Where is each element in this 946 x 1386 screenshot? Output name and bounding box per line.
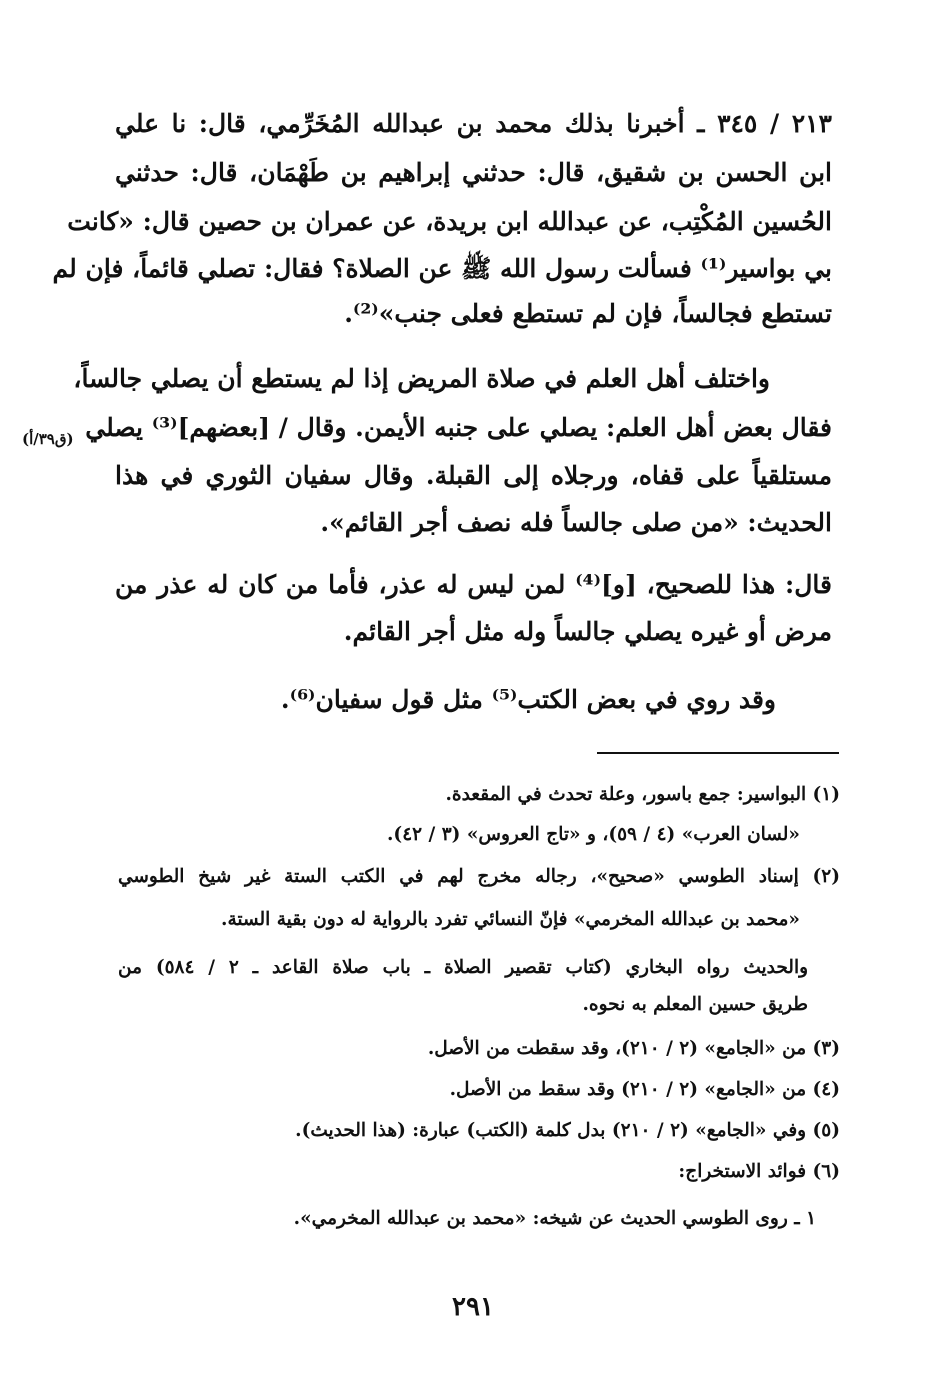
footnote-4: (٤) من «الجامع» (٢ / ٢١٠) وقد سقط من الأصل. <box>449 1079 840 1100</box>
main-line-4: بي بواسير⁽¹⁾ فسألت رسول الله ﷺ عن الصلاة؟ فقال: تصلي قائماً، فإن لم <box>52 254 832 283</box>
footnote-6-item-1: ١ ـ روى الطوسي الحديث عن شيخه: «محمد بن عبدالله المخرمي». <box>293 1208 816 1229</box>
main-line-11: مرض أو غيره يصلي جالساً وله مثل أجر القائم. <box>343 617 832 646</box>
page-number: ٢٩١ <box>452 1292 494 1322</box>
footnote-2-cont-c: طريق حسين المعلم به نحوه. <box>582 994 808 1015</box>
footnote-6: (٦) فوائد الاستخراج: <box>678 1161 840 1182</box>
footnote-2: (٢) إسناد الطوسي «صحيح»، رجاله مخرج لهم في الكتب الستة غير شيخ الطوسي <box>118 866 840 887</box>
main-line-9: الحديث: «من صلى جالساً فله نصف أجر القائم». <box>320 508 832 537</box>
main-line-8: مستلقياً على قفاه، ورجلاه إلى القبلة. وقال سفيان الثوري في هذا <box>115 461 832 490</box>
main-line-12: وقد روي في بعض الكتب⁽⁵⁾ مثل قول سفيان⁽⁶⁾. <box>280 685 776 714</box>
main-line-10: قال: هذا للصحيح، [و]⁽⁴⁾ لمن ليس له عذر، فأما من كان له عذر من <box>115 570 832 599</box>
footnote-separator <box>597 752 839 754</box>
main-line-6: واختلف أهل العلم في صلاة المريض إذا لم يستطع أن يصلي جالساً، <box>73 364 770 393</box>
main-line-3: الحُسين المُكْتِب، عن عبدالله ابن بريدة، عن عمران بن حصين قال: «كانت <box>67 207 832 236</box>
main-line-7: فقال بعض أهل العلم: يصلي على جنبه الأيمن. وقال / [بعضهم]⁽³⁾ يصلي <box>85 413 832 442</box>
footnote-2-cont-b: والحديث رواه البخاري (كتاب تقصير الصلاة ـ باب صلاة القاعد ـ ٢ / ٥٨٤) من <box>118 957 809 978</box>
footnote-1: (١) البواسير: جمع باسور، وعلة تحدث في المقعدة. <box>445 784 840 805</box>
footnote-1-cont: «لسان العرب» (٤ / ٥٩)، و «تاج العروس» (٣ / ٤٢). <box>386 824 800 845</box>
footnote-2-cont: «محمد بن عبدالله المخرمي» فإنّ النسائي تفرد بالرواية له دون بقية الستة. <box>221 909 800 930</box>
manuscript-margin-note: (ق٣٩/أ) <box>22 430 74 448</box>
footnote-5: (٥) وفي «الجامع» (٢ / ٢١٠) بدل كلمة (الكتب) عبارة: (هذا الحديث). <box>295 1120 840 1141</box>
main-line-1: ٢١٣ / ٣٤٥ ـ أخبرنا بذلك محمد بن عبدالله المُخَرِّمي، قال: نا علي <box>115 109 832 138</box>
main-line-5: تستطع فجالساً، فإن لم تستطع فعلى جنب»⁽²⁾. <box>344 299 832 328</box>
main-line-2: ابن الحسن بن شقيق، قال: حدثني إبراهيم بن طَهْمَان، قال: حدثني <box>115 158 832 187</box>
footnote-3: (٣) من «الجامع» (٢ / ٢١٠)، وقد سقطت من الأصل. <box>427 1038 840 1059</box>
